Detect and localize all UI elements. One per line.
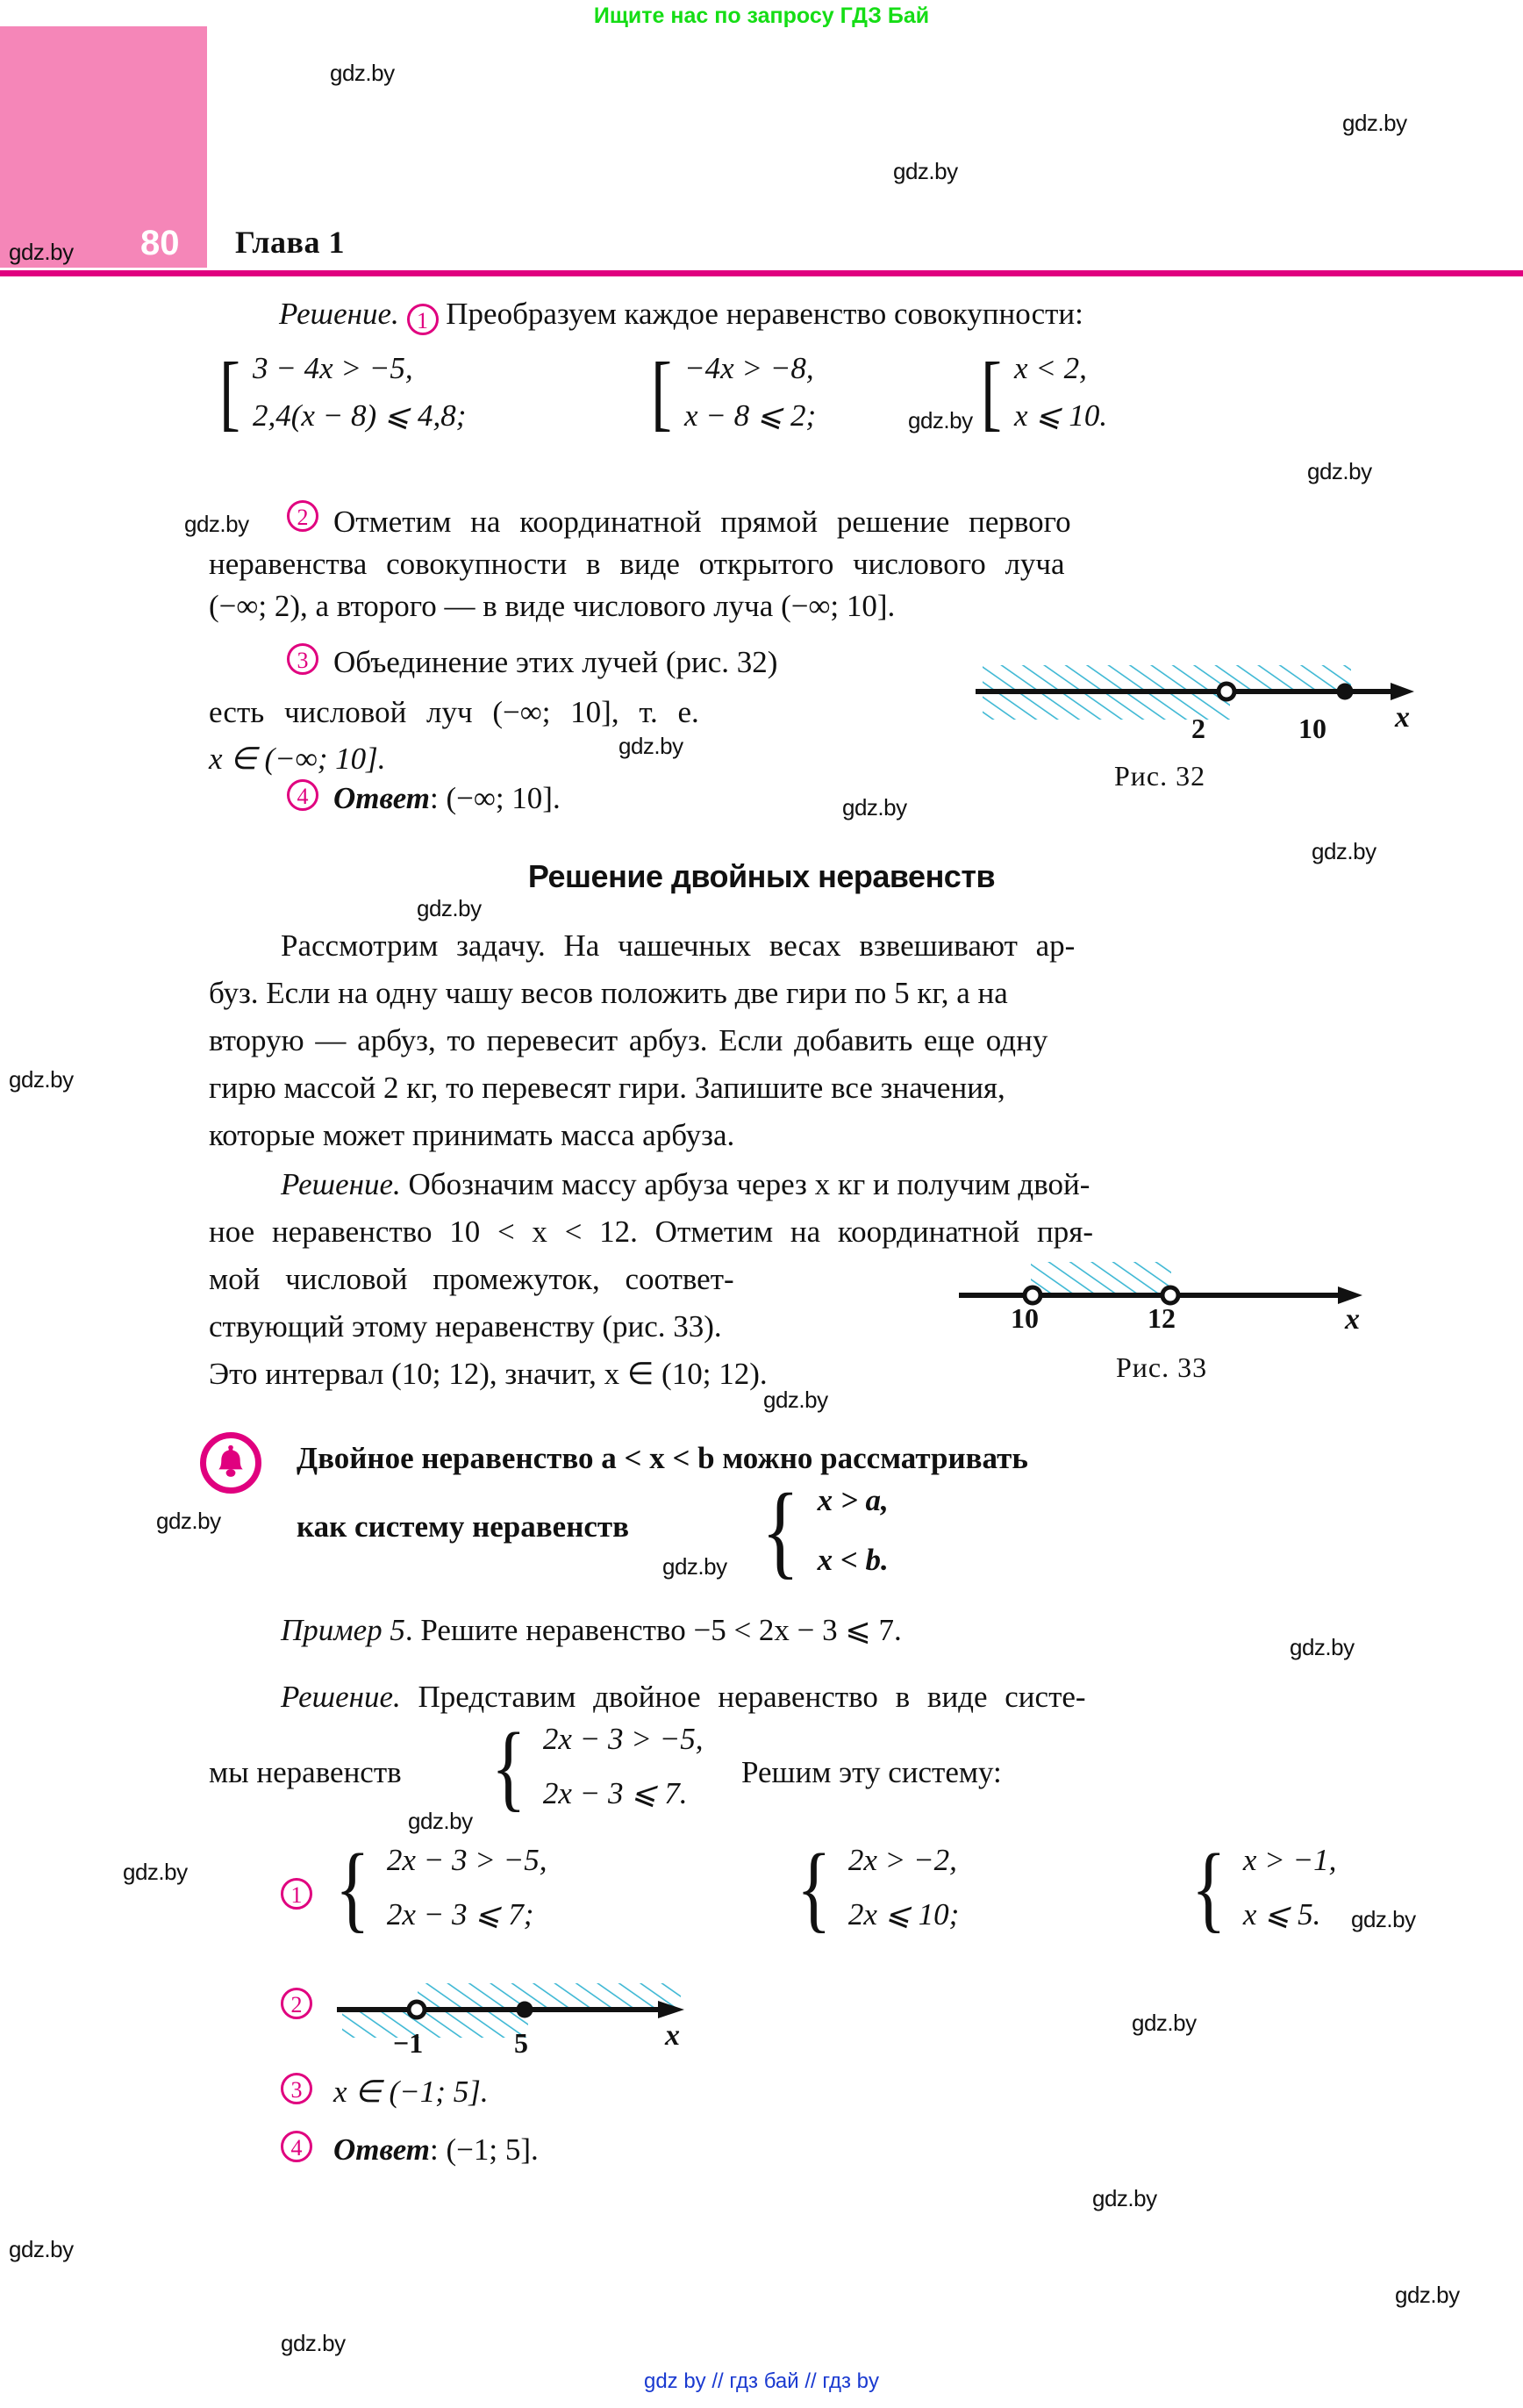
solution1-step2-line1 — [333, 502, 1377, 542]
system-row: 2x > −2, — [847, 1843, 957, 1877]
example5-step-circle-4: 4 — [281, 2131, 312, 2162]
watermark: gdz.by — [908, 407, 973, 434]
example5-solution-line2-pre: мы неравенств — [209, 1755, 402, 1789]
system-row: x < b. — [817, 1543, 889, 1577]
example5-step-circle-3: 3 — [281, 2073, 312, 2104]
figure-step2-tick-2: 5 — [514, 2027, 528, 2059]
watermark: gdz.by — [662, 1553, 727, 1580]
figure-32-caption: Рис. 32 — [1114, 760, 1206, 792]
bracket-open: [ — [219, 345, 240, 440]
example5-step-circle-4-wrap — [281, 2131, 312, 2162]
system-row: 3 − 4x > −5, — [252, 351, 413, 385]
system-1b — [651, 345, 817, 440]
rule-line-2: как систему неравенств — [297, 1509, 630, 1544]
example5-step3-text: x ∈ (−1; 5]. — [333, 2075, 489, 2109]
solution1-step1-text: Преобразуем каждое неравенство совокупности: — [446, 297, 1083, 331]
para-line: неравенства совокупности в виде открытого числового луча — [209, 547, 1065, 581]
solution1-line1 — [279, 297, 1083, 335]
step-circle-4-wrap — [287, 779, 318, 811]
example5-solution-lead: Решение. — [281, 1680, 401, 1714]
system-row: 2x − 3 ⩽ 7. — [542, 1776, 688, 1810]
solution2-line2: ное неравенство 10 < x < 12. Отметим на координатной пря- — [209, 1215, 1094, 1249]
example5-system-b — [797, 1833, 960, 1941]
watermark: gdz.by — [842, 794, 907, 821]
system-row: x > a, — [817, 1483, 889, 1517]
watermark: gdz.by — [893, 158, 958, 184]
answer-value: : (−∞; 10]. — [430, 781, 561, 815]
watermark: gdz.by — [9, 1066, 74, 1093]
rule-icon-wrap — [200, 1432, 261, 1494]
system-row: 2x ⩽ 10; — [847, 1897, 960, 1931]
section-heading: Решение двойных неравенств — [527, 858, 996, 894]
watermark: gdz.by — [1395, 2282, 1460, 2308]
step-circle-3-wrap — [287, 643, 318, 675]
example5-step4 — [333, 2132, 539, 2168]
figure-step2-tick-1: −1 — [393, 2027, 424, 2059]
figure-step2 — [333, 1964, 754, 2078]
example5-step-circle-1: 1 — [281, 1878, 312, 1910]
step-circle-2-wrap — [287, 500, 318, 532]
solution1-step2-line3 — [209, 586, 1376, 627]
axis-label: x — [1345, 1303, 1360, 1336]
step-circle-2: 2 — [287, 500, 318, 532]
watermark: gdz.by — [123, 1859, 188, 1885]
solution2-line4: ствующий этому неравенству (рис. 33). — [209, 1309, 722, 1344]
brace-open: { — [1191, 1833, 1226, 1941]
example5-title — [281, 1613, 902, 1648]
step-circle-4: 4 — [287, 779, 318, 811]
problem-line-1: Рассмотрим задачу. На чашечных весах взвешивают ар- — [281, 928, 1076, 963]
header-divider — [0, 270, 1523, 276]
watermark: gdz.by — [156, 1508, 221, 1534]
watermark: gdz.by — [1342, 110, 1407, 136]
watermark: gdz.by — [1307, 458, 1372, 484]
solution1-step3-line3: x ∈ (−∞; 10]. — [209, 742, 386, 776]
watermark: gdz.by — [618, 733, 683, 759]
solution1-step2-line2 — [209, 544, 1376, 584]
solution2-line5: Это интервал (10; 12), значит, x ∈ (10; 12). — [209, 1357, 768, 1391]
watermark: gdz.by — [763, 1387, 828, 1413]
bell-icon-circle — [200, 1432, 261, 1494]
example5-label: Пример 5 — [281, 1613, 405, 1647]
problem-line-2: буз. Если на одну чашу весов положить две гири по 5 кг, а на — [209, 976, 1008, 1010]
system-row: x ⩽ 10. — [1013, 398, 1108, 433]
brace-open: { — [335, 1833, 370, 1941]
figure-33-tick-1: 10 — [1011, 1302, 1039, 1334]
page-number: 80 — [140, 224, 180, 262]
watermark: gdz.by — [9, 2236, 74, 2262]
footer-links: gdz by // гдз бай // гдз by — [643, 2369, 880, 2393]
rule-system — [762, 1471, 889, 1588]
brace-open: { — [762, 1471, 800, 1588]
watermark: gdz.by — [1290, 1634, 1355, 1660]
example5-step-circle-2-wrap — [281, 1988, 312, 2019]
solution2-lead: Решение. — [281, 1167, 401, 1201]
step-circle-3: 3 — [287, 643, 318, 675]
watermark: gdz.by — [281, 2330, 346, 2356]
answer-value: : (−1; 5]. — [430, 2132, 539, 2167]
system-row: x ⩽ 5. — [1242, 1897, 1321, 1931]
example5-solution-line2-post: Решим эту систему: — [741, 1755, 1002, 1789]
watermark: gdz.by — [1312, 838, 1376, 864]
system-1c — [981, 345, 1108, 440]
bracket-open: [ — [651, 345, 672, 440]
figure-32-tick-2: 10 — [1298, 713, 1326, 744]
example5-statement: . Решите неравенство −5 < 2x − 3 ⩽ 7. — [404, 1613, 902, 1647]
system-1a — [219, 345, 467, 440]
example5-solution-rest: Представим двойное неравенство в виде систе- — [418, 1680, 1086, 1714]
answer-label: Ответ — [333, 2132, 431, 2167]
figure-33-tick-2: 12 — [1148, 1302, 1176, 1334]
system-row: x − 8 ⩽ 2; — [683, 398, 817, 433]
system-row: −4x > −8, — [683, 351, 814, 385]
watermark: gdz.by — [1351, 1906, 1416, 1932]
example5-system-a — [335, 1833, 547, 1941]
rule-line-1: Двойное неравенство a < x < b можно рассматривать — [297, 1441, 1028, 1475]
watermark: gdz.by — [184, 511, 249, 537]
axis-label: x — [665, 2019, 680, 2052]
example5-solution-line1 — [281, 1680, 1086, 1715]
step-circle-1: 1 — [407, 304, 439, 335]
example5-solution-system — [491, 1712, 704, 1820]
example5-step-circle-3-wrap — [281, 2073, 312, 2104]
figure-step2-svg — [333, 1964, 754, 2078]
solution1-step3-line1: Объединение этих лучей (рис. 32) — [333, 645, 778, 679]
bracket-open: [ — [981, 345, 1002, 440]
system-row: x < 2, — [1013, 351, 1087, 385]
example5-step-circle-1-wrap — [281, 1878, 312, 1910]
bell-icon — [216, 1445, 246, 1480]
figure-32-tick-1: 2 — [1191, 713, 1205, 744]
problem-line-3: вторую — арбуз, то перевесит арбуз. Если добавить еще одну — [209, 1023, 1048, 1057]
brace-open: { — [797, 1833, 832, 1941]
para-line: Отметим на координатной прямой решение первого — [333, 505, 1071, 539]
para-line: (−∞; 2), а второго — в виде числового луча (−∞; 10]. — [209, 589, 896, 623]
system-row: 2x − 3 > −5, — [386, 1843, 547, 1877]
system-row: 2x − 3 ⩽ 7; — [386, 1897, 534, 1931]
problem-line-5: которые может принимать масса арбуза. — [209, 1118, 735, 1152]
watermark: gdz.by — [1132, 2010, 1197, 2036]
answer-label: Ответ — [333, 781, 431, 815]
watermark: gdz.by — [330, 60, 395, 86]
solution1-step4 — [333, 781, 561, 816]
solution2-line1 — [281, 1167, 1090, 1202]
brace-open: { — [491, 1712, 526, 1820]
system-row: x > −1, — [1242, 1843, 1337, 1877]
promo-banner: Ищите нас по запросу ГДЗ Бай — [593, 4, 930, 28]
system-row: 2,4(x − 8) ⩽ 4,8; — [252, 398, 467, 433]
system-row: 2x − 3 > −5, — [542, 1722, 704, 1756]
watermark: gdz.by — [1092, 2185, 1157, 2211]
chapter-title: Глава 1 — [235, 225, 345, 260]
solution2-line1-rest: Обозначим массу арбуза через x кг и получим двой- — [408, 1167, 1090, 1201]
solution1-lead: Решение. — [279, 297, 399, 331]
watermark: gdz.by — [408, 1808, 473, 1834]
solution2-line3: мой числовой промежуток, соответ- — [209, 1262, 734, 1296]
example5-step-circle-2: 2 — [281, 1988, 312, 2019]
problem-line-4: гирю массой 2 кг, то перевесят гири. Запишите все значения, — [209, 1071, 1005, 1105]
figure-33-caption: Рис. 33 — [1116, 1351, 1208, 1383]
watermark: gdz.by — [417, 895, 482, 921]
watermark: gdz.by — [9, 239, 74, 265]
example5-system-c — [1191, 1833, 1337, 1941]
axis-label: x — [1395, 701, 1410, 734]
solution1-step3-line2: есть числовой луч (−∞; 10], т. е. — [209, 695, 699, 729]
